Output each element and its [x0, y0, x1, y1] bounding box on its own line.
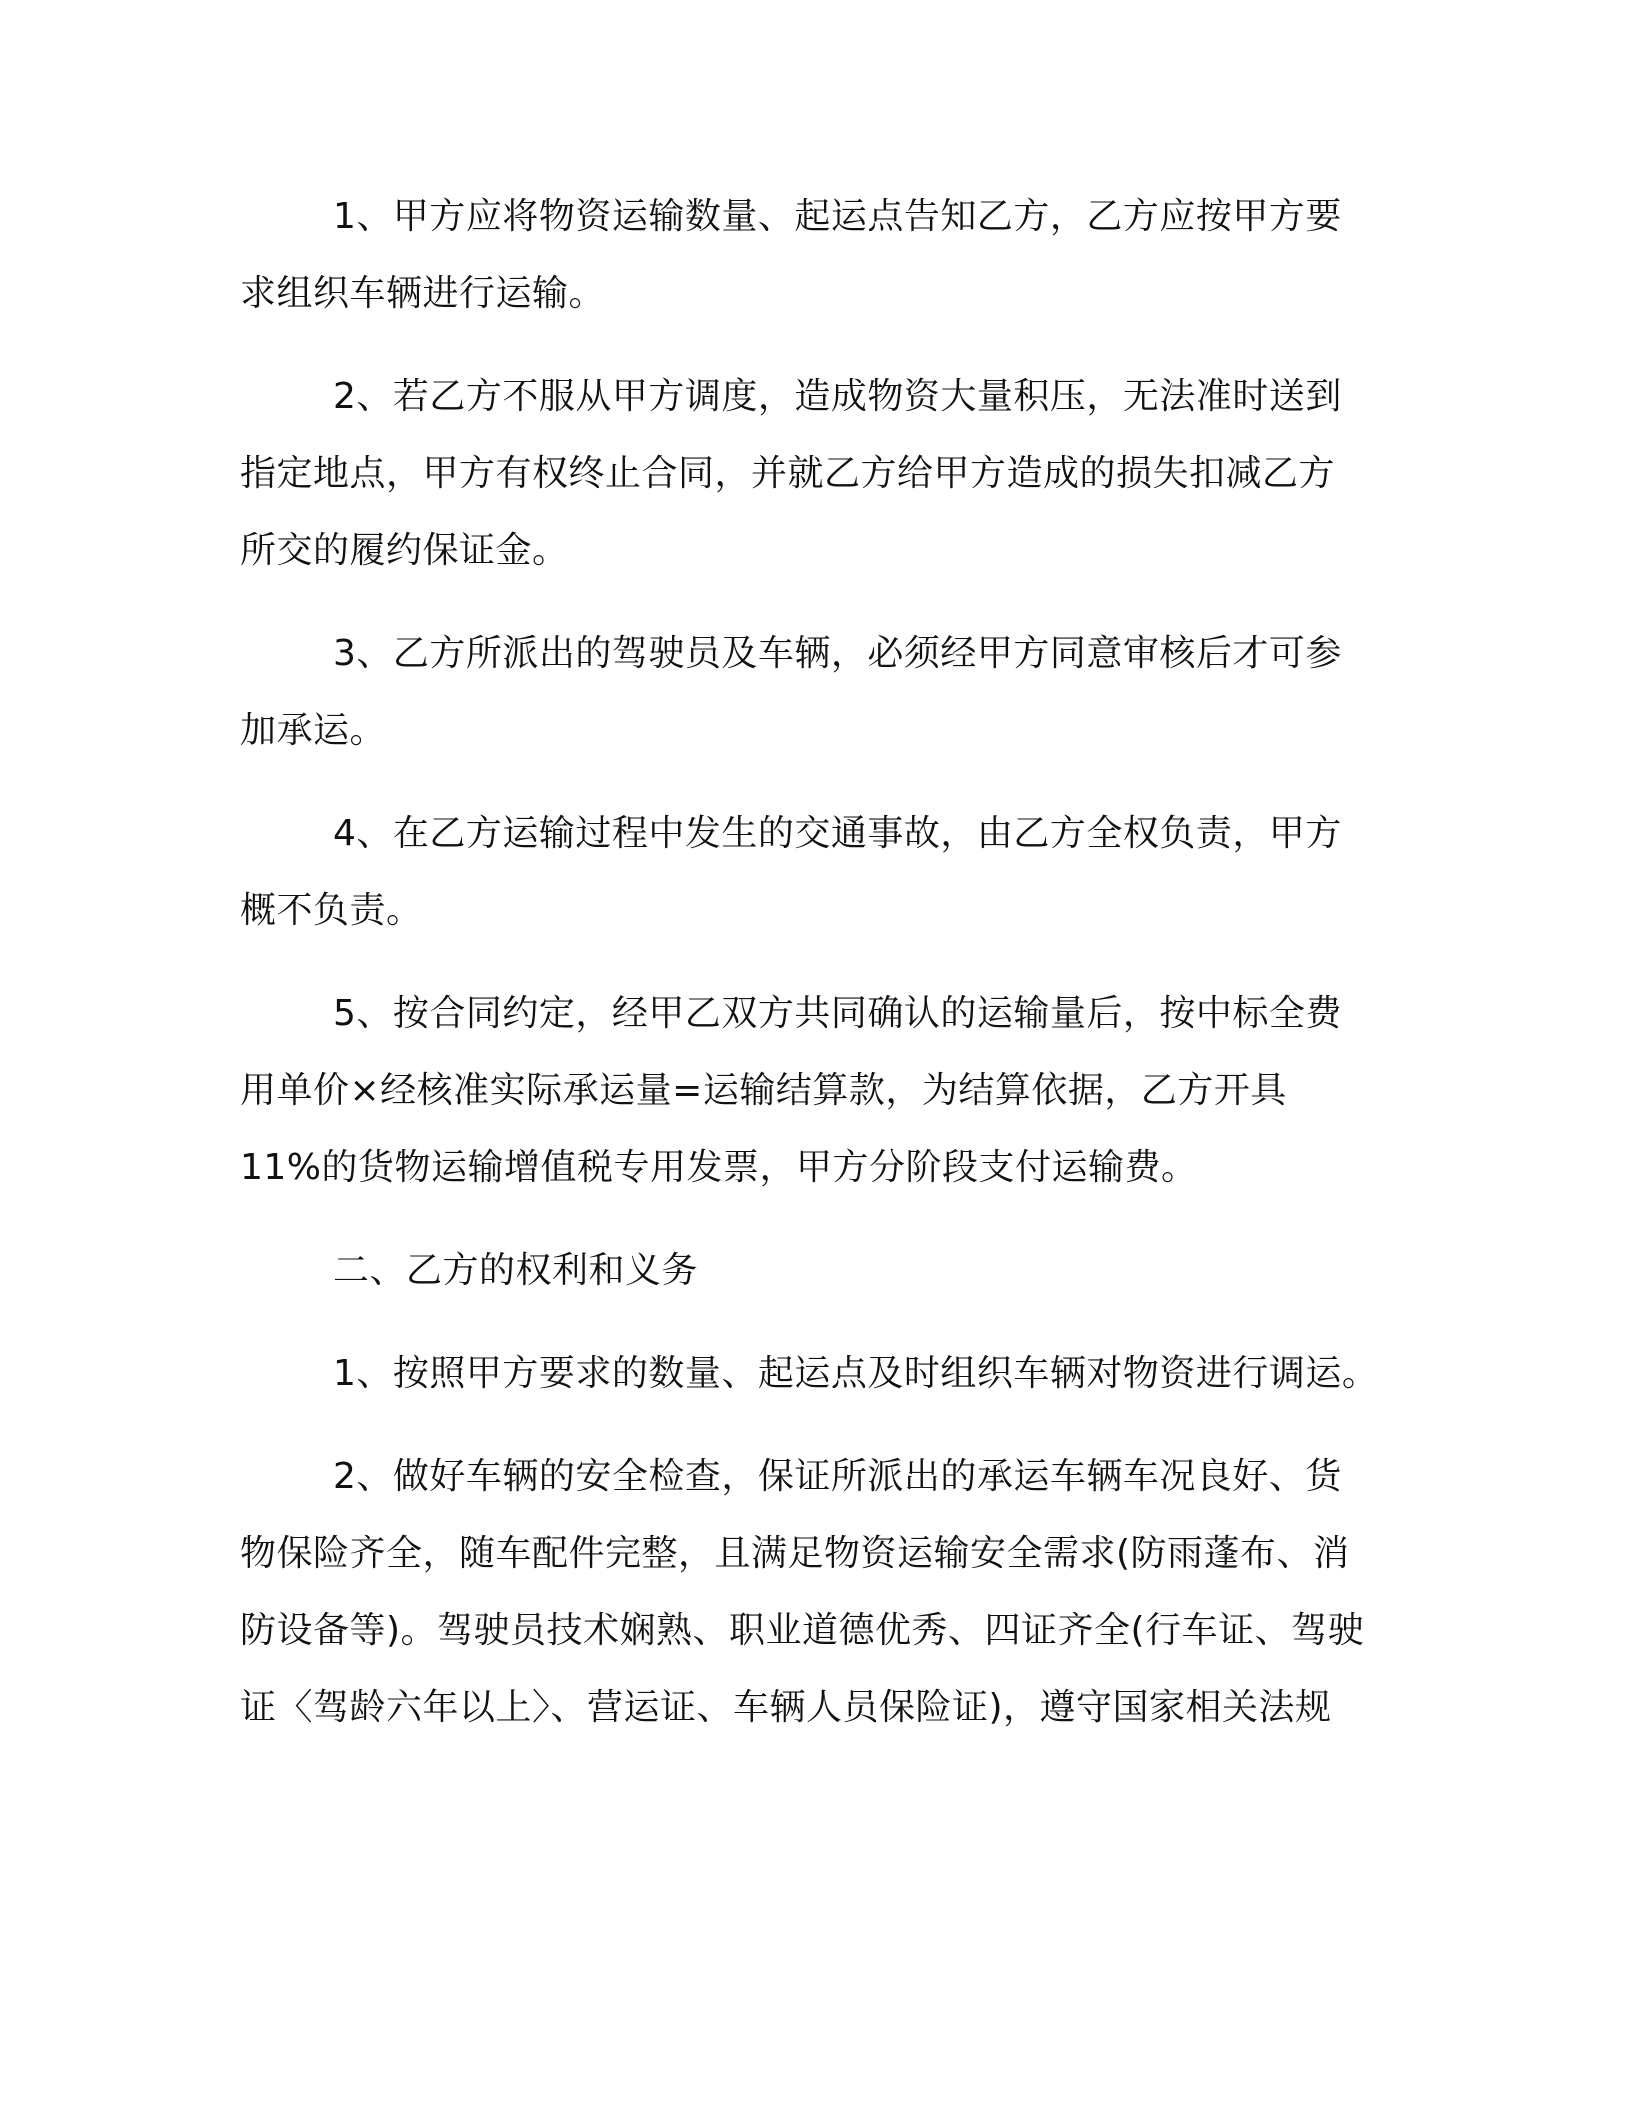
text-line: 求组织车辆进行运输。	[240, 273, 606, 314]
paragraph	[240, 358, 1420, 589]
text-line: 防设备等)。驾驶员技术娴熟、职业道德优秀、四证齐全(行车证、驾驶	[240, 1610, 1365, 1651]
text-line: 用单价×经核准实际承运量=运输结算款，为结算依据，乙方开具	[240, 1070, 1287, 1111]
text-line: 所交的履约保证金。	[240, 530, 569, 571]
paragraph	[240, 795, 1420, 949]
text-line: 二、乙方的权利和义务	[333, 1250, 699, 1291]
text-line: 概不负责。	[240, 890, 423, 931]
text-line: 指定地点，甲方有权终止合同，并就乙方给甲方造成的损失扣减乙方	[240, 453, 1336, 494]
document-body	[240, 178, 1420, 1772]
text-line: 1、按照甲方要求的数量、起运点及时组织车辆对物资进行调运。	[333, 1353, 1379, 1394]
paragraph	[240, 975, 1420, 1206]
paragraph	[240, 178, 1420, 332]
paragraph	[240, 1438, 1420, 1746]
text-line: 2、若乙方不服从甲方调度，造成物资大量积压，无法准时送到	[333, 376, 1342, 417]
text-line: 11%的货物运输增值税专用发票，甲方分阶段支付运输费。	[240, 1147, 1198, 1188]
paragraph	[240, 615, 1420, 769]
paragraph	[240, 1335, 1420, 1412]
text-line: 加承运。	[240, 710, 387, 751]
text-line: 4、在乙方运输过程中发生的交通事故，由乙方全权负责，甲方	[333, 813, 1342, 854]
text-line: 3、乙方所派出的驾驶员及车辆，必须经甲方同意审核后才可参	[333, 633, 1342, 674]
paragraph	[240, 1232, 1420, 1309]
text-line: 2、做好车辆的安全检查，保证所派出的承运车辆车况良好、货	[333, 1456, 1342, 1497]
text-line: 证〈驾龄六年以上〉、营运证、车辆人员保险证)，遵守国家相关法规	[240, 1687, 1332, 1728]
text-line: 物保险齐全，随车配件完整，且满足物资运输安全需求(防雨蓬布、消	[240, 1533, 1350, 1574]
text-line: 1、甲方应将物资运输数量、起运点告知乙方，乙方应按甲方要	[333, 196, 1342, 237]
text-line: 5、按合同约定，经甲乙双方共同确认的运输量后，按中标全费	[333, 993, 1342, 1034]
